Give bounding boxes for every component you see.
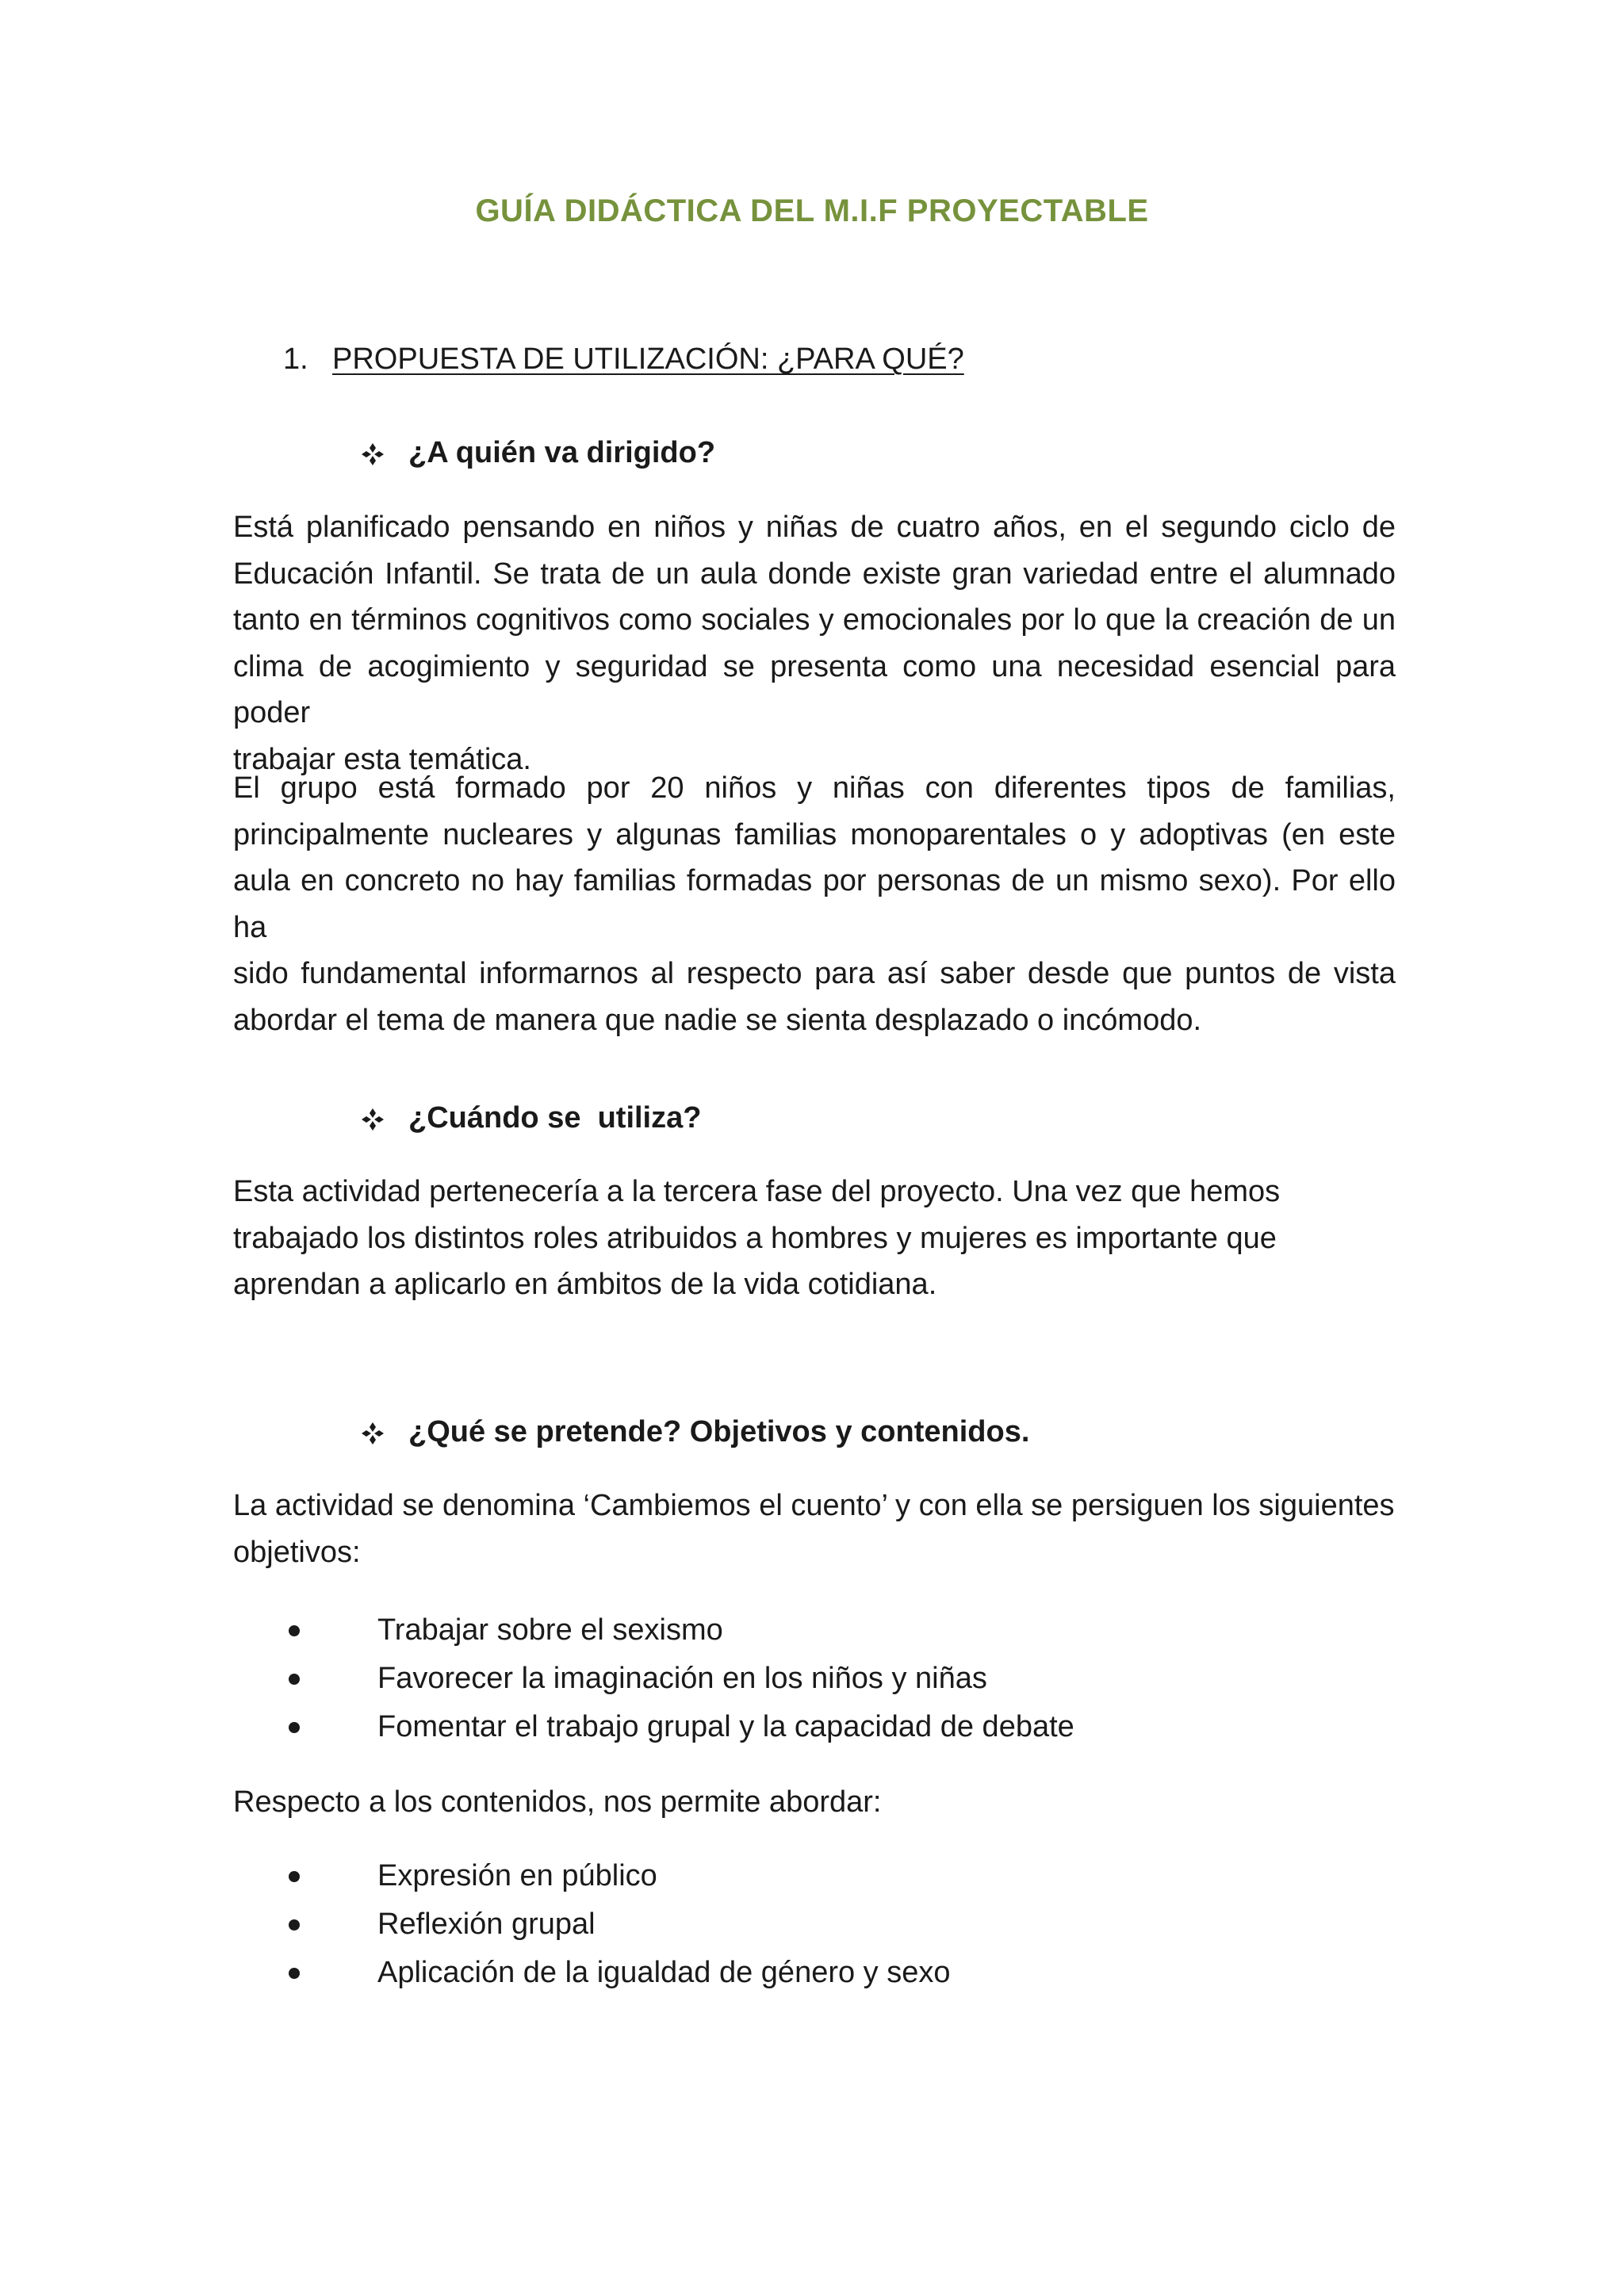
paragraph <box>233 765 1396 1043</box>
paragraph-line: abordar el tema de manera que nadie se sienta desplazado o incómodo. <box>233 1003 1202 1037</box>
list-item-text: Expresión en público <box>377 1859 657 1892</box>
paragraph-line: clima de acogimiento y seguridad se presenta como una necesidad esencial para poder <box>233 649 1396 729</box>
list-item-text: Trabajar sobre el sexismo <box>377 1613 723 1647</box>
four-diamond-icon <box>361 1106 408 1131</box>
four-diamond-icon <box>361 441 408 466</box>
list-item <box>283 1606 1074 1655</box>
bullet-dot-icon <box>289 1625 300 1636</box>
paragraph-line: trabajar esta temática. <box>233 742 531 776</box>
list-item <box>283 1655 1074 1703</box>
document-title: GUÍA DIDÁCTICA DEL M.I.F PROYECTABLE <box>475 193 1149 228</box>
paragraph-line: tanto en términos cognitivos como sociales y emocionales por lo que la creación de un <box>233 603 1396 637</box>
subheading-que-se-pretende <box>361 1415 1029 1449</box>
paragraph <box>233 504 1396 783</box>
paragraph <box>233 1169 1396 1308</box>
four-diamond-icon <box>361 1420 408 1445</box>
paragraph-line: objetivos: <box>233 1535 361 1569</box>
subheading-a-quien <box>361 436 715 470</box>
list-item <box>283 1852 951 1900</box>
subheading-text: ¿A quién va dirigido? <box>408 436 716 469</box>
subheading-text: ¿Qué se pretende? Objetivos y contenidos. <box>408 1415 1030 1448</box>
bullet-dot-icon <box>289 1919 300 1931</box>
paragraph-line: Está planificado pensando en niños y niñas de cuatro años, en el segundo ciclo de <box>233 511 1396 544</box>
paragraph-line: El grupo está formado por 20 niños y niñas con diferentes tipos de familias, <box>233 771 1396 805</box>
paragraph-line: aprendan a aplicarlo en ámbitos de la vida cotidiana. <box>233 1268 937 1301</box>
section-heading-text: PROPUESTA DE UTILIZACIÓN: ¿PARA QUÉ? <box>332 342 964 376</box>
paragraph-line: trabajado los distintos roles atribuidos a hombres y mujeres es importante que <box>233 1221 1277 1255</box>
section-number: 1. <box>283 342 308 376</box>
paragraph-line: Esta actividad pertenecería a la tercera fase del proyecto. Una vez que hemos <box>233 1175 1281 1208</box>
list-item-text: Fomentar el trabajo grupal y la capacidad de debate <box>377 1710 1074 1743</box>
list-item-text: Favorecer la imaginación en los niños y niñas <box>377 1662 987 1695</box>
paragraph-line: Educación Infantil. Se trata de un aula donde existe gran variedad entre el alumnado <box>233 557 1396 591</box>
list-item <box>283 1949 951 1997</box>
bullet-dot-icon <box>289 1674 300 1685</box>
paragraph <box>233 1483 1396 1575</box>
list-item <box>283 1900 951 1949</box>
bullet-dot-icon <box>289 1722 300 1733</box>
list-item-text: Reflexión grupal <box>377 1908 596 1941</box>
list-item-text: Aplicación de la igualdad de género y sexo <box>377 1956 951 1989</box>
section-heading <box>283 342 964 377</box>
bullet-dot-icon <box>289 1968 300 1979</box>
bullet-dot-icon <box>289 1871 300 1882</box>
paragraph-line: principalmente nucleares y algunas familias monoparentales o y adoptivas (en este <box>233 817 1396 851</box>
subheading-cuando <box>361 1101 701 1135</box>
paragraph-line: La actividad se denomina ‘Cambiemos el cuento’ y con ella se persiguen los siguientes <box>233 1489 1395 1522</box>
objectives-list <box>283 1606 1074 1751</box>
list-item <box>283 1703 1074 1751</box>
paragraph-line: aula en concreto no hay familias formadas por personas de un mismo sexo). Por ello ha <box>233 864 1396 944</box>
contents-list <box>283 1852 951 1997</box>
paragraph <box>233 1779 1396 1826</box>
paragraph-line: Respecto a los contenidos, nos permite abordar: <box>233 1785 882 1819</box>
subheading-text: ¿Cuándo se utiliza? <box>408 1101 702 1135</box>
paragraph-line: sido fundamental informarnos al respecto para así saber desde que puntos de vista <box>233 957 1396 990</box>
